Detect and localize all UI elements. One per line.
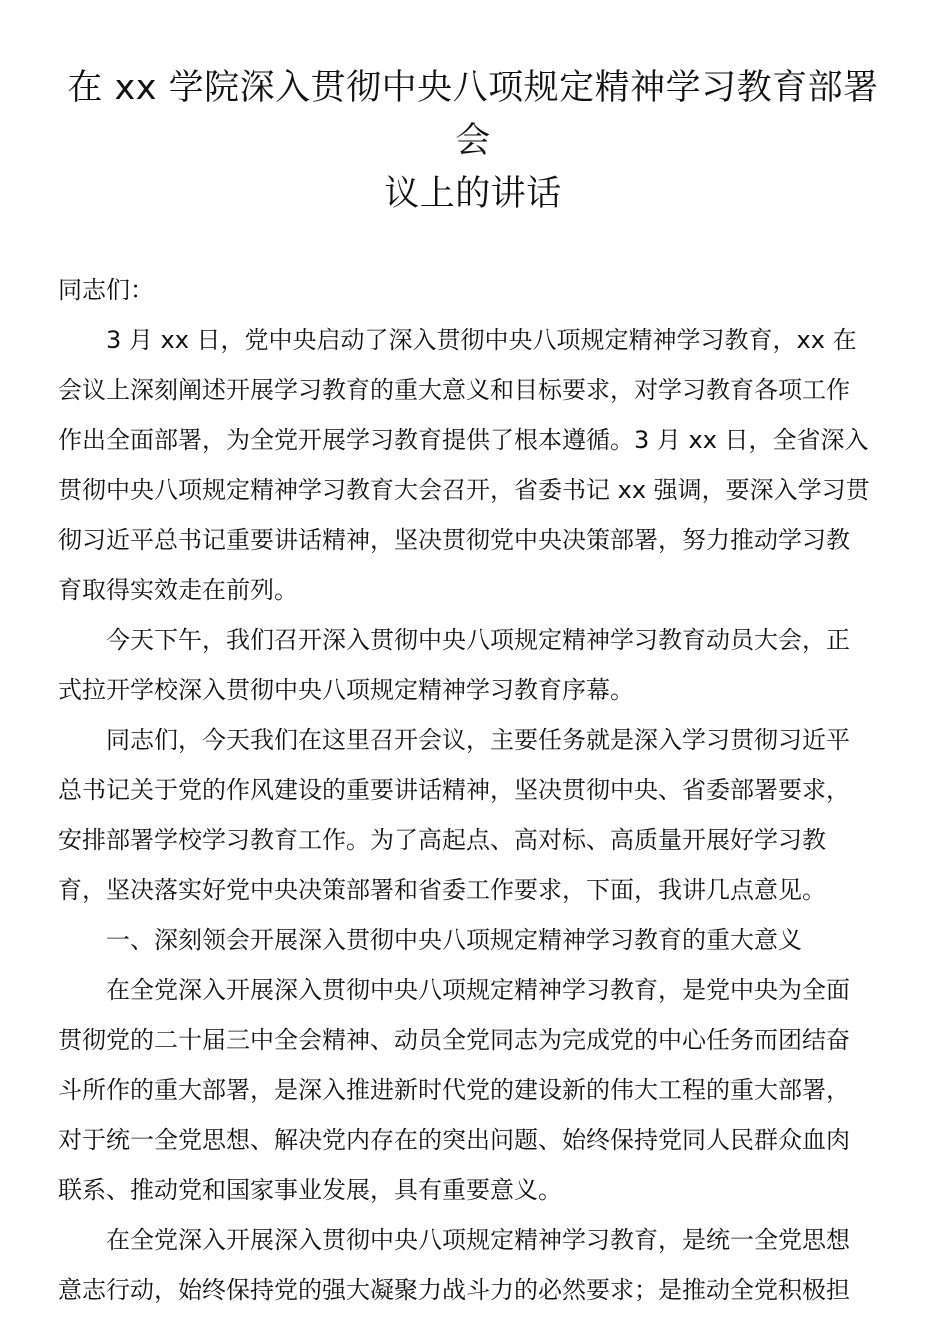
- text-line: 3 月 xx 日，党中央启动了深入贯彻中央八项规定精神学习教育，xx 在: [106, 326, 857, 354]
- text-line: 会议上深刻阐述开展学习教育的重大意义和目标要求，对学习教育各项工作: [58, 376, 850, 404]
- text-line: 育取得实效走在前列。: [58, 576, 298, 604]
- text-line: 安排部署学校学习教育工作。为了高起点、高对标、高质量开展好学习教: [58, 826, 826, 854]
- text-line: 彻习近平总书记重要讲话精神，坚决贯彻党中央决策部署，努力推动学习教: [58, 526, 850, 554]
- text-line: 对于统一全党思想、解决党内存在的突出问题、始终保持党同人民群众血肉: [58, 1126, 850, 1154]
- text-line: 在全党深入开展深入贯彻中央八项规定精神学习教育，是党中央为全面: [106, 976, 850, 1004]
- document-body: [58, 265, 888, 1315]
- text-line: 作出全面部署，为全党开展学习教育提供了根本遵循。3 月 xx 日，全省深入: [58, 426, 869, 454]
- title-line: 在 xx 学院深入贯彻中央八项规定精神学习教育部署会: [67, 68, 879, 161]
- text-line: 总书记关于党的作风建设的重要讲话精神，坚决贯彻中央、省委部署要求，: [58, 776, 850, 804]
- text-line: 斗所作的重大部署，是深入推进新时代党的建设新的伟大工程的重大部署，: [58, 1076, 850, 1104]
- salutation: 同志们：: [58, 276, 154, 304]
- title-line: 议上的讲话: [384, 174, 562, 214]
- text-line: 联系、推动党和国家事业发展，具有重要意义。: [58, 1176, 562, 1204]
- paragraph-3: [58, 715, 888, 915]
- text-line: 一、深刻领会开展深入贯彻中央八项规定精神学习教育的重大意义: [106, 926, 802, 954]
- text-line: 贯彻党的二十届三中全会精神、动员全党同志为完成党的中心任务而团结奋: [58, 1026, 850, 1054]
- paragraph-5: [58, 1215, 888, 1315]
- document-title: [58, 62, 888, 221]
- text-line: 式拉开学校深入贯彻中央八项规定精神学习教育序幕。: [58, 676, 634, 704]
- section-heading-1: [58, 915, 888, 965]
- text-line: 在全党深入开展深入贯彻中央八项规定精神学习教育，是统一全党思想: [106, 1226, 850, 1254]
- paragraph-2: [58, 615, 888, 715]
- paragraph-1: [58, 315, 888, 615]
- text-line: 今天下午，我们召开深入贯彻中央八项规定精神学习教育动员大会，正: [106, 626, 850, 654]
- paragraph-4: [58, 965, 888, 1215]
- text-line: 同志们，今天我们在这里召开会议，主要任务就是深入学习贯彻习近平: [106, 726, 850, 754]
- text-line: 贯彻中央八项规定精神学习教育大会召开，省委书记 xx 强调，要深入学习贯: [58, 476, 870, 504]
- text-line: 意志行动，始终保持党的强大凝聚力战斗力的必然要求；是推动全党积极担: [58, 1276, 850, 1304]
- text-line: 育，坚决落实好党中央决策部署和省委工作要求，下面，我讲几点意见。: [58, 876, 826, 904]
